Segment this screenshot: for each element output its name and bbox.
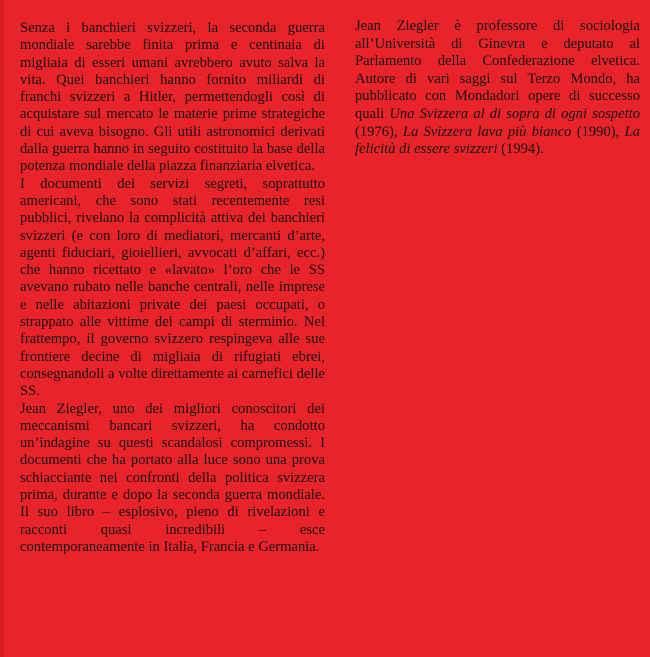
book-year-2: (1990), xyxy=(571,123,625,140)
book-year-3: (1994). xyxy=(497,141,544,158)
blurb-paragraph-2: I documenti dei servizi segreti, soprattutto americani, che sono stati recentemente resi pubblici, rivelano la complicità attiva dei banchieri svizzeri (e con loro di mediatori, mercanti d’arte, agenti fiduciari, gioiellieri, avvocati d’affari, ecc.) che hanno ricettato e «lavato» l’oro che le SS avevano rubato nelle banche centrali, nelle imprese e nelle abitazioni private dei paesi occupati, o strappato alle vittime dei campi di sterminio. Nel frattempo, il governo svizzero respingeva alle sue frontiere decine di migliaia di rifugiati ebrei, consegnandoli a volte direttamente ai carnefici delle SS. xyxy=(20,175,325,400)
book-title-1: Una Svizzera al di sopra di ogni sospetto xyxy=(389,105,640,122)
blurb-column xyxy=(20,20,325,556)
book-title-3: La felicità di essere svizzeri xyxy=(355,123,640,158)
author-bio-intro: Jean Ziegler è professore di sociologia all’Università di Ginevra e deputato al Parlamento della Confederazione elvetica. Autore di vari saggi sul Terzo Mondo, ha pubblicato con Mondadori opere di successo quali xyxy=(355,18,640,122)
book-year-1: (1976), xyxy=(355,123,403,140)
book-title-2: La Svizzera lava più bianco xyxy=(402,123,572,140)
author-bio-column xyxy=(355,18,640,159)
blurb-paragraph-1: Senza i banchieri svizzeri, la seconda guerra mondiale sarebbe finita prima e centinaia di migliaia di esseri umani avrebbero avuto salva la vita. Quei banchieri hanno fornito miliardi di franchi svizzeri a Hitler, permettendogli così di acquistare sul mercato le materie prime strategiche di cui aveva bisogno. Gli utili astronomici derivati dalla guerra hanno in seguito costituito la base della potenza mondiale della piazza finanziaria elvetica. xyxy=(20,20,325,175)
blurb-paragraph-3: Jean Ziegler, uno dei migliori conoscitori dei meccanismi bancari svizzeri, ha condotto un’indagine su questi scandalosi compromessi. I documenti che ha portato alla luce sono una prova schiacciante nei confronti della politica svizzera prima, durante e dopo la seconda guerra mondiale. Il suo libro – esplosivo, pieno di rivelazioni e racconti quasi incredibili – esce contemporaneamente in Italia, Francia e Germania. xyxy=(20,400,325,555)
flap-fold-line xyxy=(340,0,342,657)
author-bio xyxy=(355,18,640,159)
cover-edge xyxy=(0,0,4,657)
